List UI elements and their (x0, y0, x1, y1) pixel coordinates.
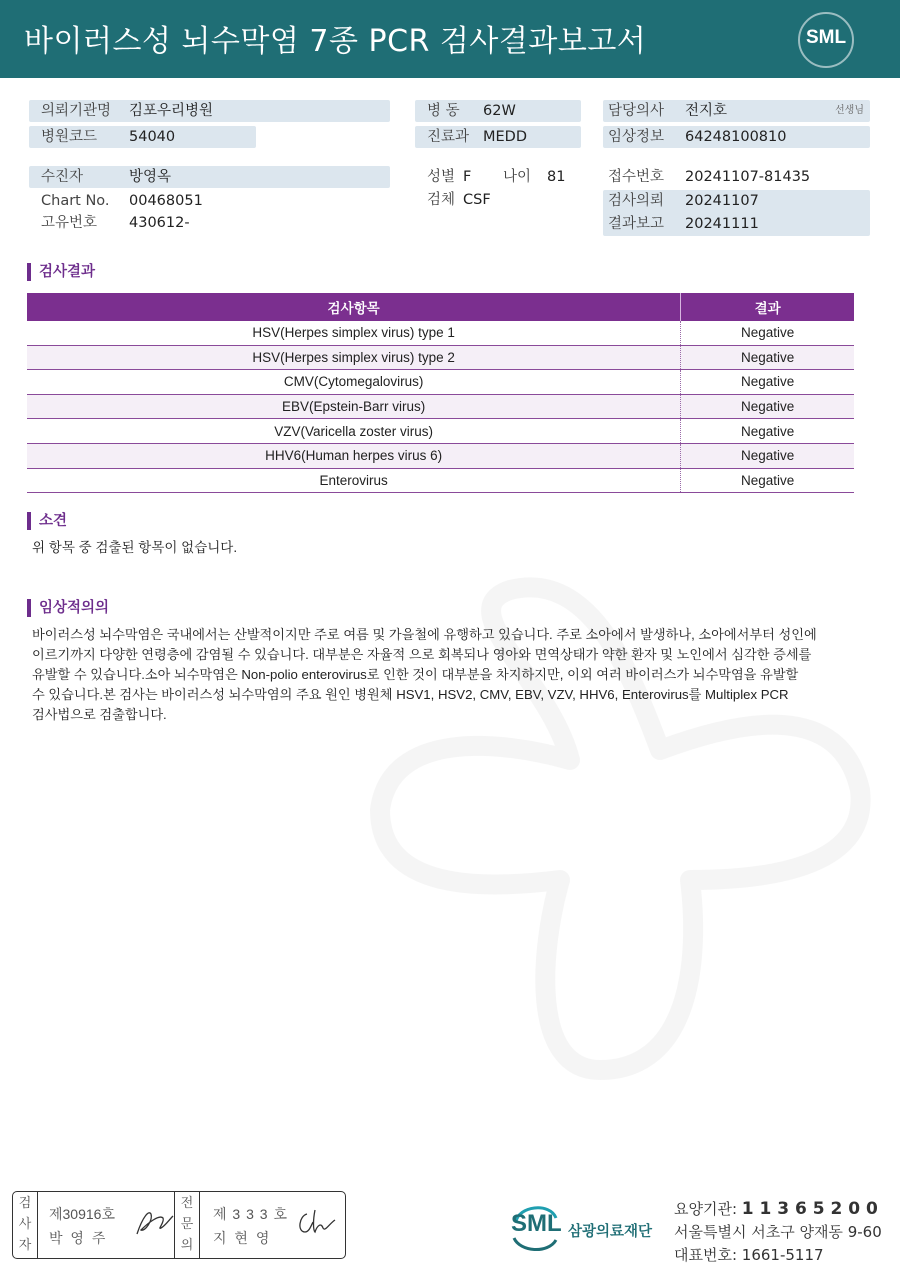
test-result: Negative (681, 321, 854, 345)
test-result: Negative (681, 345, 854, 370)
sml-logo (798, 12, 854, 68)
address: 서울특별시 서초구 양재동 9-60 (674, 1223, 882, 1241)
clinical-significance-text (32, 625, 872, 725)
table-row (27, 394, 854, 419)
findings-section-title: 소견 (27, 512, 67, 530)
test-name: CMV(Cytomegalovirus) (27, 370, 681, 395)
doctor-value: 전지호 (685, 103, 728, 119)
clinical-info-value: 64248100810 (685, 129, 787, 145)
examiner-label-char: 검 (18, 1195, 32, 1210)
examiner-signature (133, 1206, 177, 1240)
results-table (27, 293, 854, 493)
specialist-license: 제 3 3 3 호 (213, 1206, 288, 1222)
clinical-info-field (603, 126, 870, 148)
examiner-label-char: 자 (18, 1237, 32, 1252)
test-result: Negative (681, 394, 854, 419)
specimen-field (415, 189, 581, 211)
request-date-value: 20241107 (685, 193, 759, 209)
table-row (27, 345, 854, 370)
doctor-field (603, 100, 870, 122)
specialist-signature (293, 1206, 339, 1240)
age-label: 나이 (503, 169, 532, 185)
phone (674, 1244, 824, 1265)
id-field (29, 212, 390, 234)
table-row (27, 443, 854, 468)
test-result: Negative (681, 370, 854, 395)
test-name: Enterovirus (27, 468, 681, 493)
institution-label: 의뢰기관명 (41, 103, 112, 119)
specimen-value: CSF (463, 192, 491, 208)
institution-code (674, 1198, 878, 1219)
examiner-name: 박 영 주 (49, 1230, 108, 1246)
receipt-value: 20241107-81435 (685, 169, 811, 185)
patient-value: 방영옥 (129, 169, 172, 185)
results-section-title: 검사결과 (27, 263, 95, 281)
specialist-label-char: 의 (180, 1237, 194, 1252)
ward-field (415, 100, 581, 122)
table-row (27, 370, 854, 395)
institution-field (29, 100, 390, 122)
test-result: Negative (681, 443, 854, 468)
logo-text: SML (805, 27, 847, 48)
doctor-label: 담당의사 (608, 103, 665, 119)
id-value: 430612- (129, 215, 190, 231)
results-header-row (27, 293, 854, 321)
text-line: 이르기까지 다양한 연령층에 감염될 수 있습니다. 대부분은 자율적 으로 회복되나 영아와 면역상태가 약한 환자 및 노인에서 심각한 증세를 (32, 647, 812, 662)
test-name: HSV(Herpes simplex virus) type 2 (27, 345, 681, 370)
footer-logo (508, 1198, 658, 1258)
receipt-field (603, 166, 870, 188)
sex-value: F (463, 169, 472, 185)
clinical-significance-title: 임상적의의 (27, 599, 109, 617)
specialist-label-char: 전 (180, 1195, 194, 1210)
hospital-code-value: 54040 (129, 129, 176, 145)
dept-label: 진료과 (427, 129, 470, 145)
specimen-label: 검체 (427, 192, 456, 208)
dept-value: MEDD (483, 129, 528, 145)
code-label: 요양기관: (674, 1200, 742, 1218)
phone-label: 대표번호: (674, 1246, 742, 1264)
examiner-label-char: 사 (18, 1216, 32, 1231)
findings-text: 위 항목 중 검출된 항목이 없습니다. (32, 540, 238, 555)
clinical-info-label: 임상정보 (608, 129, 665, 145)
text-line: 유발할 수 있습니다.소아 뇌수막염은 Non-polio enterovirus로 인한 것이 대부분을 차지하지만, 이외 여러 바이러스가 뇌수막염을 유발할 (32, 667, 799, 682)
doctor-suffix: 선생님 (835, 105, 864, 116)
report-date-label: 결과보고 (608, 216, 665, 232)
id-label: 고유번호 (41, 215, 98, 231)
examiner-license: 제30916호 (49, 1206, 115, 1222)
text-line: 수 있습니다.본 검사는 바이러스성 뇌수막염의 주요 원인 병원체 HSV1, HSV2, CMV, EBV, VZV, HHV6, Enterovirus를 Multiplex PCR (32, 687, 789, 702)
sex-age-field (415, 166, 581, 188)
hospital-code-field (29, 126, 256, 148)
patient-label: 수진자 (41, 169, 84, 185)
patient-field (29, 166, 390, 188)
table-row (27, 468, 854, 493)
signature-box (12, 1191, 346, 1259)
chart-value: 00468051 (129, 193, 203, 209)
test-name: VZV(Varicella zoster virus) (27, 419, 681, 444)
column-header-test: 검사항목 (27, 293, 681, 321)
specialist-label (175, 1192, 200, 1258)
sex-label: 성별 (427, 169, 456, 185)
chart-label: Chart No. (41, 193, 110, 209)
ward-label: 병 동 (427, 103, 460, 119)
table-row (27, 321, 854, 345)
test-name: HSV(Herpes simplex virus) type 1 (27, 321, 681, 345)
hospital-code-label: 병원코드 (41, 129, 98, 145)
report-title: 바이러스성 뇌수막염 7종 PCR 검사결과보고서 (24, 24, 647, 59)
age-value: 81 (547, 169, 566, 185)
text-line: 바이러스성 뇌수막염은 국내에서는 산발적이지만 주로 여름 및 가을철에 유행하고 있습니다. 주로 소아에서 발생하나, 소아에서부터 성인에 (32, 627, 817, 642)
institution-value: 김포우리병원 (129, 103, 214, 119)
test-name: HHV6(Human herpes virus 6) (27, 443, 681, 468)
test-result: Negative (681, 468, 854, 493)
column-header-result: 결과 (681, 293, 854, 321)
specialist-name: 지 현 영 (213, 1230, 272, 1246)
table-row (27, 419, 854, 444)
phone-value: 1661-5117 (741, 1246, 824, 1264)
report-header (0, 0, 900, 78)
report-date-value: 20241111 (685, 216, 759, 232)
text-line: 검사법으로 검출합니다. (32, 707, 167, 722)
request-date-label: 검사의뢰 (608, 193, 665, 209)
receipt-label: 접수번호 (608, 169, 665, 185)
org-name: 삼광의료재단 (568, 1224, 653, 1240)
test-name: EBV(Epstein-Barr virus) (27, 394, 681, 419)
dept-field (415, 126, 581, 148)
ward-value: 62W (483, 103, 516, 119)
code-value: 1 1 3 6 5 2 0 0 (741, 1199, 878, 1219)
chart-field (29, 190, 390, 212)
examiner-label (13, 1192, 38, 1258)
request-date-field (603, 190, 870, 236)
specialist-label-char: 문 (180, 1216, 194, 1231)
footer-logo-text: SML (511, 1210, 562, 1237)
test-result: Negative (681, 419, 854, 444)
